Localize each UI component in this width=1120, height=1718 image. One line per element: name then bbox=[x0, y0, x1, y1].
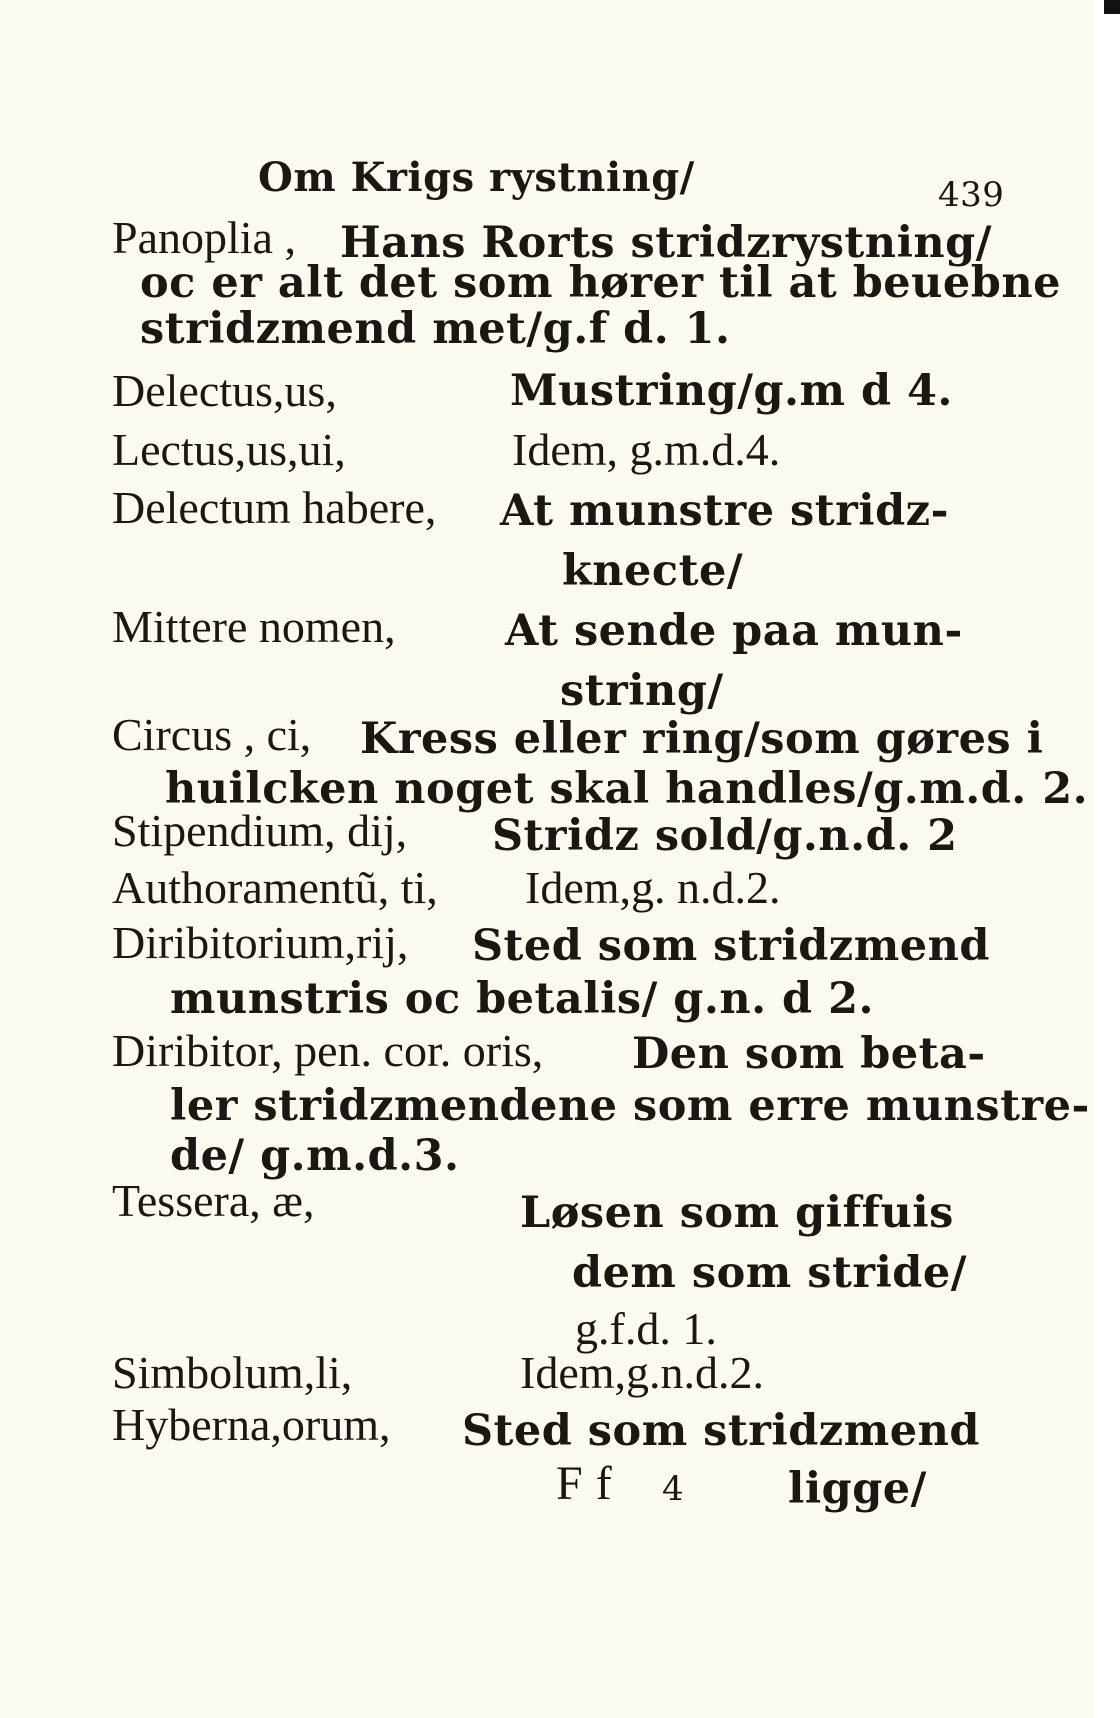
running-head: Om Krigs rystning/ bbox=[258, 154, 695, 201]
entry-latin: Hyberna,orum, bbox=[112, 1399, 391, 1450]
entry-gloss: Idem,g.n.d.2. bbox=[520, 1347, 765, 1398]
entry-latin: Circus , ci, bbox=[112, 709, 312, 760]
entry-gloss: Idem, g.m.d.4. bbox=[512, 424, 781, 475]
entry-gloss: Den som beta- bbox=[632, 1029, 986, 1079]
entry-gloss: At sende paa mun- bbox=[505, 606, 963, 656]
entry-latin: Authoramentũ, ti, bbox=[112, 862, 438, 913]
entry-gloss: Sted som stridzmend bbox=[472, 921, 990, 971]
scan-edge-mark bbox=[1104, 0, 1120, 14]
entry-gloss: Mustring/g.m d 4. bbox=[510, 366, 953, 416]
entry-latin: Mittere nomen, bbox=[112, 601, 396, 652]
entry-gloss-continuation: g.f.d. 1. bbox=[575, 1303, 717, 1354]
entry-gloss-continuation: oc er alt det som hører til at beuebne bbox=[140, 258, 1061, 308]
entry-gloss-continuation: munstris oc betalis/ g.n. d 2. bbox=[170, 974, 874, 1024]
entry-latin: Diribitor, pen. cor. oris, bbox=[112, 1025, 544, 1076]
entry-gloss-continuation: de/ g.m.d.3. bbox=[170, 1131, 460, 1181]
entry-latin: Diribitorium,rij, bbox=[112, 917, 409, 968]
entry-gloss-continuation: dem som stride/ bbox=[572, 1248, 967, 1298]
signature-mark: F f bbox=[556, 1457, 613, 1510]
entry-gloss-continuation: ler stridzmendene som erre munstre- bbox=[170, 1081, 1090, 1131]
entry-gloss-continuation: huilcken noget skal handles/g.m.d. 2. bbox=[165, 764, 1089, 814]
entry-gloss: Stridz sold/g.n.d. 2 bbox=[492, 811, 958, 861]
entry-gloss: Kress eller ring/som gøres i bbox=[360, 714, 1044, 764]
signature-number: 4 bbox=[662, 1469, 685, 1509]
entry-latin: Tessera, æ, bbox=[112, 1175, 315, 1226]
entry-gloss: At munstre stridz- bbox=[500, 486, 949, 536]
entry-latin: Lectus,us,ui, bbox=[112, 424, 346, 475]
entry-latin: Panoplia , bbox=[112, 212, 296, 263]
entry-latin: Stipendium, dij, bbox=[112, 805, 408, 856]
entry-gloss: Hans Rorts stridzrystning/ bbox=[340, 218, 992, 268]
entry-gloss: Løsen som giffuis bbox=[520, 1188, 954, 1238]
entry-latin: Delectus,us, bbox=[112, 365, 337, 416]
catchword: ligge/ bbox=[788, 1464, 927, 1514]
entry-latin: Delectum habere, bbox=[112, 482, 437, 533]
page-number: 439 bbox=[938, 175, 1005, 215]
entry-gloss-continuation: knecte/ bbox=[562, 546, 744, 596]
entry-gloss-continuation: stridzmend met/g.f d. 1. bbox=[140, 304, 731, 354]
entry-gloss: Idem,g. n.d.2. bbox=[525, 862, 781, 913]
entry-latin: Simbolum,li, bbox=[112, 1347, 353, 1398]
entry-gloss-continuation: string/ bbox=[560, 666, 724, 716]
entry-gloss: Sted som stridzmend bbox=[462, 1406, 980, 1456]
